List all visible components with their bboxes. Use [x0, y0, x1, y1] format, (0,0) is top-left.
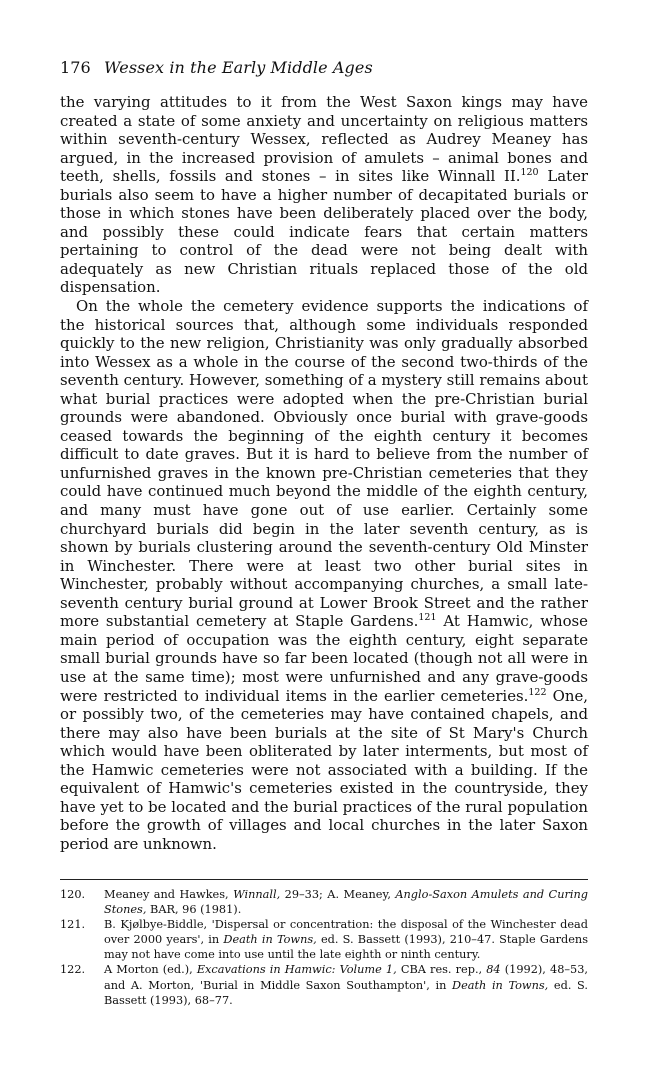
footnote-ref-120: 120	[520, 167, 539, 179]
footnote-text	[104, 962, 588, 1007]
text-run: Meaney and Hawkes,	[104, 888, 234, 901]
italic-title: Anglo-Saxon Amulets and Curing Stones,	[104, 888, 588, 917]
page-number: 176	[60, 58, 91, 77]
running-title: Wessex in the Early Middle Ages	[104, 58, 373, 77]
text-run: One, or possibly two, of the cemeteries may have contained chapels, and there may also have been burials at the site of St Mary's Church which would have been obliterated by later interments, but most of the Hamwic cemeteries were not associated with a building. If the equivalent of Hamwic's cemeteries existed in the countryside, they have yet to be located and the burial practices of the rural population before the growth of villages and local churches in the later Saxon period are unknown.	[60, 686, 588, 853]
paragraph-1	[60, 93, 588, 297]
text-run: At Hamwic, whose main period of occupation was the eighth century, eight separate small burial grounds have so far been located (though not all were in use at the same time); most were unfurnished and any grave-goods were restricted to individual items in the earlier cemeteries.	[60, 612, 588, 705]
main-text	[60, 93, 588, 853]
italic-title: Winnall,	[233, 888, 281, 901]
text-run: 29–33; A. Meaney,	[280, 888, 396, 901]
text-run: B. Kjølbye-Biddle, 'Dispersal or concentration: the disposal of the Winchester dead over 2000 years', in	[104, 918, 588, 947]
footnote-text	[104, 917, 588, 962]
text-run: Later burials also seem to have a higher number of decapitated burials or those in which stones have been deliberately placed over the body, and possibly these could indicate fears that certain matters pertaining to control of the dead were not being dealt with adequately as new Christian rituals replaced those of the old dispensation.	[60, 167, 589, 297]
footnote-number: 120.	[60, 888, 86, 901]
footnote-ref-122: 122	[528, 686, 547, 698]
text-run: BAR, 96 (1981).	[146, 903, 242, 917]
text-run: ed. S. Bassett (1993), 68–77.	[104, 978, 588, 1007]
footnote-ref-121: 121	[418, 612, 437, 624]
paragraph-2	[60, 297, 588, 853]
italic-number: 84	[486, 963, 501, 977]
italic-title: Excavations in Hamwic: Volume 1,	[196, 963, 397, 977]
footnotes	[60, 887, 588, 1008]
italic-title: Death in Towns,	[223, 933, 317, 947]
footnote-121	[60, 917, 588, 962]
text-run: the varying attitudes to it from the West Saxon kings may have created a state of some anxiety and uncertainty on religious matters within seventh-century Wessex, reflected as Audrey Meaney has argued, in the increased provision of amulets – animal bones and teeth, shells, fossils and stones – in sites like Winnall II.	[60, 93, 588, 186]
footnote-120	[60, 887, 588, 917]
text-run: On the whole the cemetery evidence supports the indications of the historical sources that, although some individuals responded quickly to the new religion, Christianity was only gradually absorbed into Wessex as a whole in the course of the second two-thirds of the seventh century. However, something of a mystery still remains about what burial practices were adopted when the pre-Christian burial grounds were abandoned. Obviously once burial with grave-goods ceased towards the beginning of the eighth century it becomes difficult to date graves. But it is hard to believe from the number of unfurnished graves in the known pre-Christian cemeteries that they could have continued much beyond the middle of the eighth century, and many must have gone out of use earlier. Certainly some churchyard burials did begin in the later seventh century, as is shown by burials clustering around the seventh-century Old Minster in Winchester. There were at least two other burial sites in Winchester, probably without accompanying churches, a small late-seventh century burial ground at Lower Brook Street and the rather more substantial cemetery at Staple Gardens.	[60, 297, 588, 631]
footnote-number: 122.	[60, 963, 86, 977]
footnote-number: 121.	[60, 918, 86, 932]
footnote-122	[60, 962, 588, 1007]
text-run: (1992), 48–53, and A. Morton, 'Burial in Middle Saxon Southampton', in	[104, 963, 589, 992]
italic-title: Death in Towns,	[452, 978, 549, 992]
footnote-text	[104, 887, 588, 917]
running-head	[60, 58, 373, 77]
text-run: ed. S. Bassett (1993), 210–47. Staple Gardens may not have come into use until the late eighth or ninth century.	[104, 933, 588, 962]
text-run: A Morton (ed.),	[104, 963, 197, 977]
footnote-rule	[60, 879, 588, 880]
text-run: CBA res. rep.,	[396, 963, 487, 977]
